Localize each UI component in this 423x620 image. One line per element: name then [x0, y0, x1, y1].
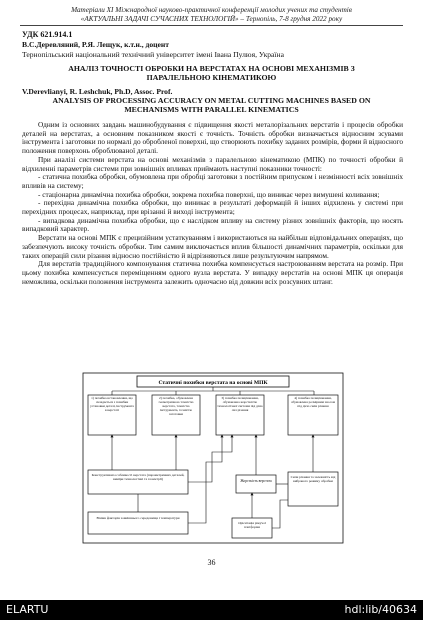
error-box-4-text: 4) похибка позиціювання, обумовлена розмірним зносом під дією сили різання [290, 396, 335, 409]
list-item-3: - перехідна динамічна похибка обробки, що виникає в результаті деформацій й інших відхилень у системі при перехідних процесах, наприклад, при врізанні й виході інструмента; [22, 198, 403, 217]
error-box-2-text: 2) похибка, обумовлена геометричною точністю верстата, точністю інструмента, точністю заготовки [158, 396, 194, 417]
paragraph-1: Одним із основних завдань машинобудування є підвищення якості металорізальних верстатів і процесів обробки деталей на верстатах, а основним показником якості є точність. Точність обробки визначається відносним зсувами інструмента і заготовки по нормалі до обробленої поверхні, що створюють похибку заданих розмірів, форми й відносного положення поверхонь оброблюваної деталі. [22, 120, 403, 156]
error-box-3-text: 3) похибка позиціювання, обумовлена жорсткістю технологічної системи під дією сил різання [217, 396, 263, 413]
external-factors-text: Вплив факторів зовнішнього середовища і температури [96, 516, 180, 520]
list-item-4: - випадкова динамічна похибка обробки, що є наслідком впливу на систему різних зовнішніх факторів, що носять випадковий характер. [22, 215, 403, 234]
conference-header-line-1: Матеріали XI Міжнародної науково-практичної конференції молодих учених та студентів [71, 6, 352, 14]
repository-footer [0, 600, 423, 620]
title-english: ANALYSIS OF PROCESSING ACCURACY ON METAL CUTTING MACHINES BASED ON MECHANISMS WITH PARALLEL KINEMATICS [52, 96, 371, 114]
conference-header [20, 6, 403, 24]
rigidity-text: Жорсткість верстата [240, 479, 272, 483]
udc-code: УДК 621.914.1 [22, 30, 73, 39]
list-item-1: - статична похибка обробки, обумовлена при обробці заготовки з постійним припуском і незмінності всіх зовнішніх впливів на систему; [22, 172, 403, 190]
cutting-force-text: Сили різання та залежність від вибраного режиму обробки [290, 475, 336, 484]
authors-english: V.Derevlianyi, R. Leshchuk, Ph.D, Assoc. Prof. [22, 87, 173, 96]
header-divider [20, 25, 403, 26]
affiliation: Тернопільський національний технічний університет імені Івана Пулюя, Україна [22, 50, 284, 59]
conference-header-line-2: «АКТУАЛЬНІ ЗАДАЧІ СУЧАСНИХ ТЕХНОЛОГІЙ» – Тернопіль, 7-8 грудня 2022 року [80, 15, 343, 23]
diagram-svg [82, 372, 344, 544]
article-body [22, 121, 403, 286]
paragraph-4: Для верстатів традиційного компонування статична похибка компенсується настроюванням верстата на розмір. При цьому похибка компенсується переміщенням одного вузла верстата. У випадку верстатів на основі МПК ця операція неможлива, оскільки положення інструмента залежить одночасно від довжин всіх розсувних штанг. [22, 259, 403, 286]
constructive-features-text: Конструктивні особливості верстата (параметричних деталей, виміри технологічні та геометрії) [91, 473, 185, 482]
handle-identifier[interactable]: hdl:lib/40634 [344, 603, 417, 616]
paragraph-2: При аналізі системи верстата на основі механізмів з паралельною кінематикою (МПК) по точності обробки й відхиленні параметрів системи при зовнішніх впливах приймають наступні показники точності: [22, 154, 403, 173]
title-connectors [112, 387, 314, 395]
authors-ukrainian: В.С.Деревляний, Р.Я. Лещук, к.т.н., доцент [22, 40, 170, 49]
repository-name[interactable]: ELARTU [6, 603, 49, 616]
list-item-2: - стаціонарна динамічна похибка обробки, зокрема похибка поверхні, що виникає через вимушені коливання; [38, 189, 380, 199]
static-errors-diagram [82, 372, 344, 544]
diagram-title: Статичні похибки верстата на основі МПК [158, 380, 268, 386]
title-ukrainian: АНАЛІЗ ТОЧНОСТІ ОБРОБКИ НА ВЕРСТАТАХ НА ОСНОВІ МЕХАНІЗМІВ З ПАРАЛЕЛЬНОЮ КІНЕМАТИКОЮ [68, 64, 355, 82]
orientation-text: Орієнтація ріжучої платформи [238, 521, 266, 530]
page-number: 36 [207, 558, 216, 567]
error-box-1-text: 1) похибка встановлення, що складається з похибки установки деталі, інструмента в верстаті [90, 396, 134, 413]
paragraph-3: Верстати на основі МПК є прецизійним устаткуванням і використаються на найбільш відповідальних операціях, що забезпечують високу точність обробки. Тим самим виключається вплив більшості динамічних параметрів, оскільки для таких операцій сили різання відносно постійністю й відрізняються лише результуючим напрямом. [22, 233, 403, 260]
